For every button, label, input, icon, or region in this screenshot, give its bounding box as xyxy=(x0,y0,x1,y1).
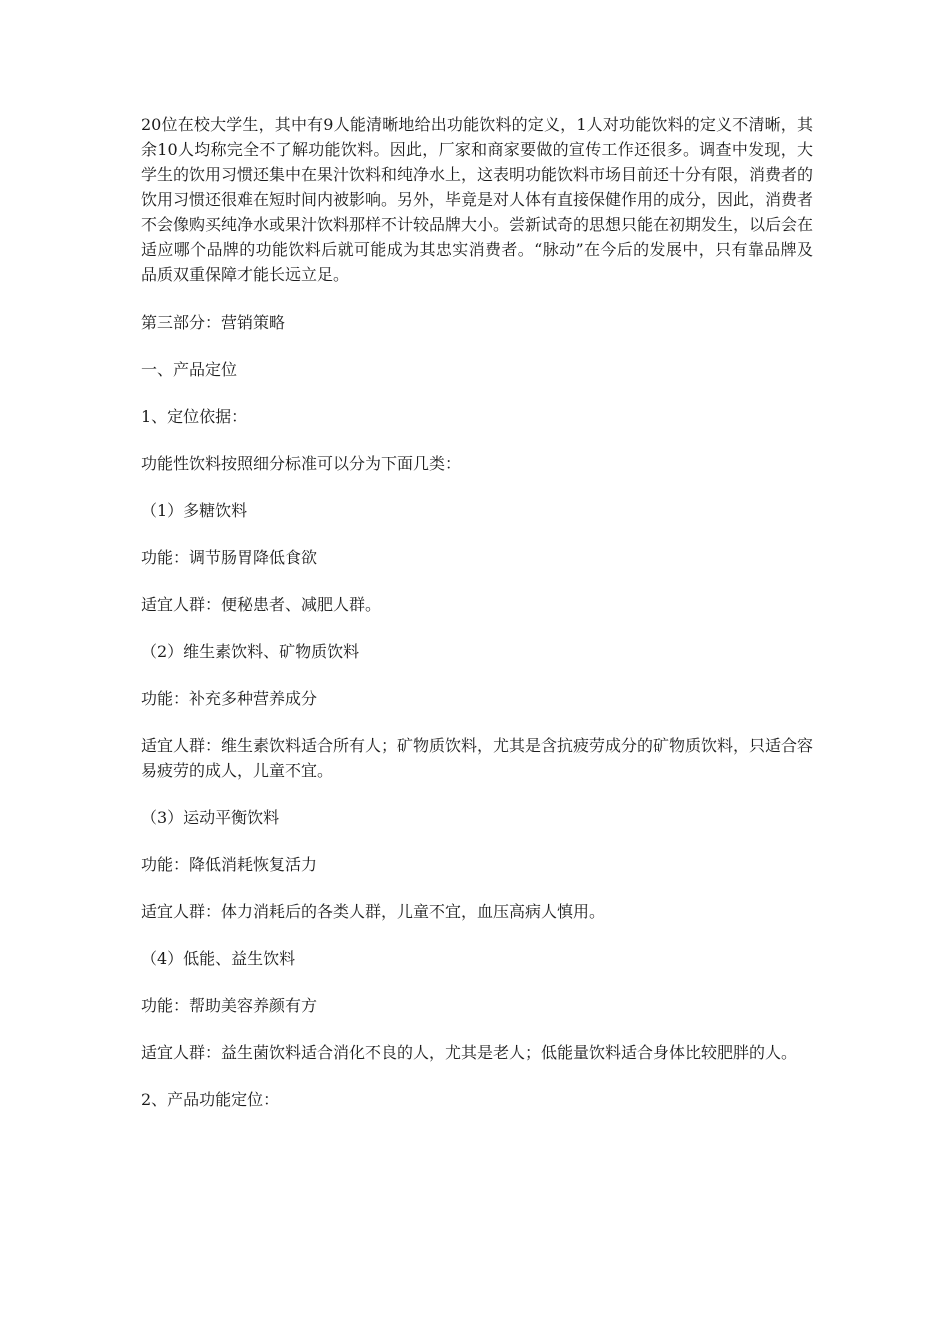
category-function-low-energy-probiotic: 功能：帮助美容养颜有方 xyxy=(141,996,318,1015)
category-audience-polysaccharide: 适宜人群：便秘患者、减肥人群。 xyxy=(141,595,382,614)
category-audience-sports: 适宜人群：体力消耗后的各类人群，儿童不宜，血压高病人慎用。 xyxy=(141,902,606,921)
category-heading-vitamin-mineral: （2）维生素饮料、矿物质饮料 xyxy=(141,642,360,661)
item-heading-positioning-basis: 1、定位依据： xyxy=(141,407,248,426)
category-function-sports: 功能：降低消耗恢复活力 xyxy=(141,855,318,874)
document-page xyxy=(141,112,813,1134)
paragraph-classification-intro: 功能性饮料按照细分标准可以分为下面几类： xyxy=(141,454,462,473)
category-heading-sports: （3）运动平衡饮料 xyxy=(141,808,280,827)
category-function-polysaccharide: 功能：调节肠胃降低食欲 xyxy=(141,548,318,567)
category-audience-vitamin-mineral: 适宜人群：维生素饮料适合所有人；矿物质饮料，尤其是含抗疲劳成分的矿物质饮料，只适合容易疲劳的成人，儿童不宜。 xyxy=(141,736,814,780)
intro-paragraph: 20位在校大学生，其中有9人能清晰地给出功能饮料的定义，1人对功能饮料的定义不清晰，其余10人均称完全不了解功能饮料。因此，厂家和商家要做的宣传工作还很多。调查中发现，大学生的饮用习惯还集中在果汁饮料和纯净水上，这表明功能饮料市场目前还十分有限，消费者的饮用习惯还很难在短时间内被影响。另外，毕竟是对人体有直接保健作用的成分，因此，消费者不会像购买纯净水或果汁饮料那样不计较品牌大小。尝新试奇的思想只能在初期发生，以后会在适应哪个品牌的功能饮料后就可能成为其忠实消费者。“脉动”在今后的发展中，只有靠品牌及品质双重保障才能长远立足。 xyxy=(141,115,814,284)
category-heading-low-energy-probiotic: （4）低能、益生饮料 xyxy=(141,949,296,968)
subsection-heading-product-positioning: 一、产品定位 xyxy=(141,360,238,379)
category-heading-polysaccharide: （1）多糖饮料 xyxy=(141,501,248,520)
item-heading-product-function-positioning: 2、产品功能定位： xyxy=(141,1090,280,1109)
section-heading-marketing-strategy: 第三部分：营销策略 xyxy=(141,313,286,332)
category-function-vitamin-mineral: 功能：补充多种营养成分 xyxy=(141,689,318,708)
category-audience-low-energy-probiotic: 适宜人群：益生菌饮料适合消化不良的人，尤其是老人；低能量饮料适合身体比较肥胖的人。 xyxy=(141,1043,798,1062)
